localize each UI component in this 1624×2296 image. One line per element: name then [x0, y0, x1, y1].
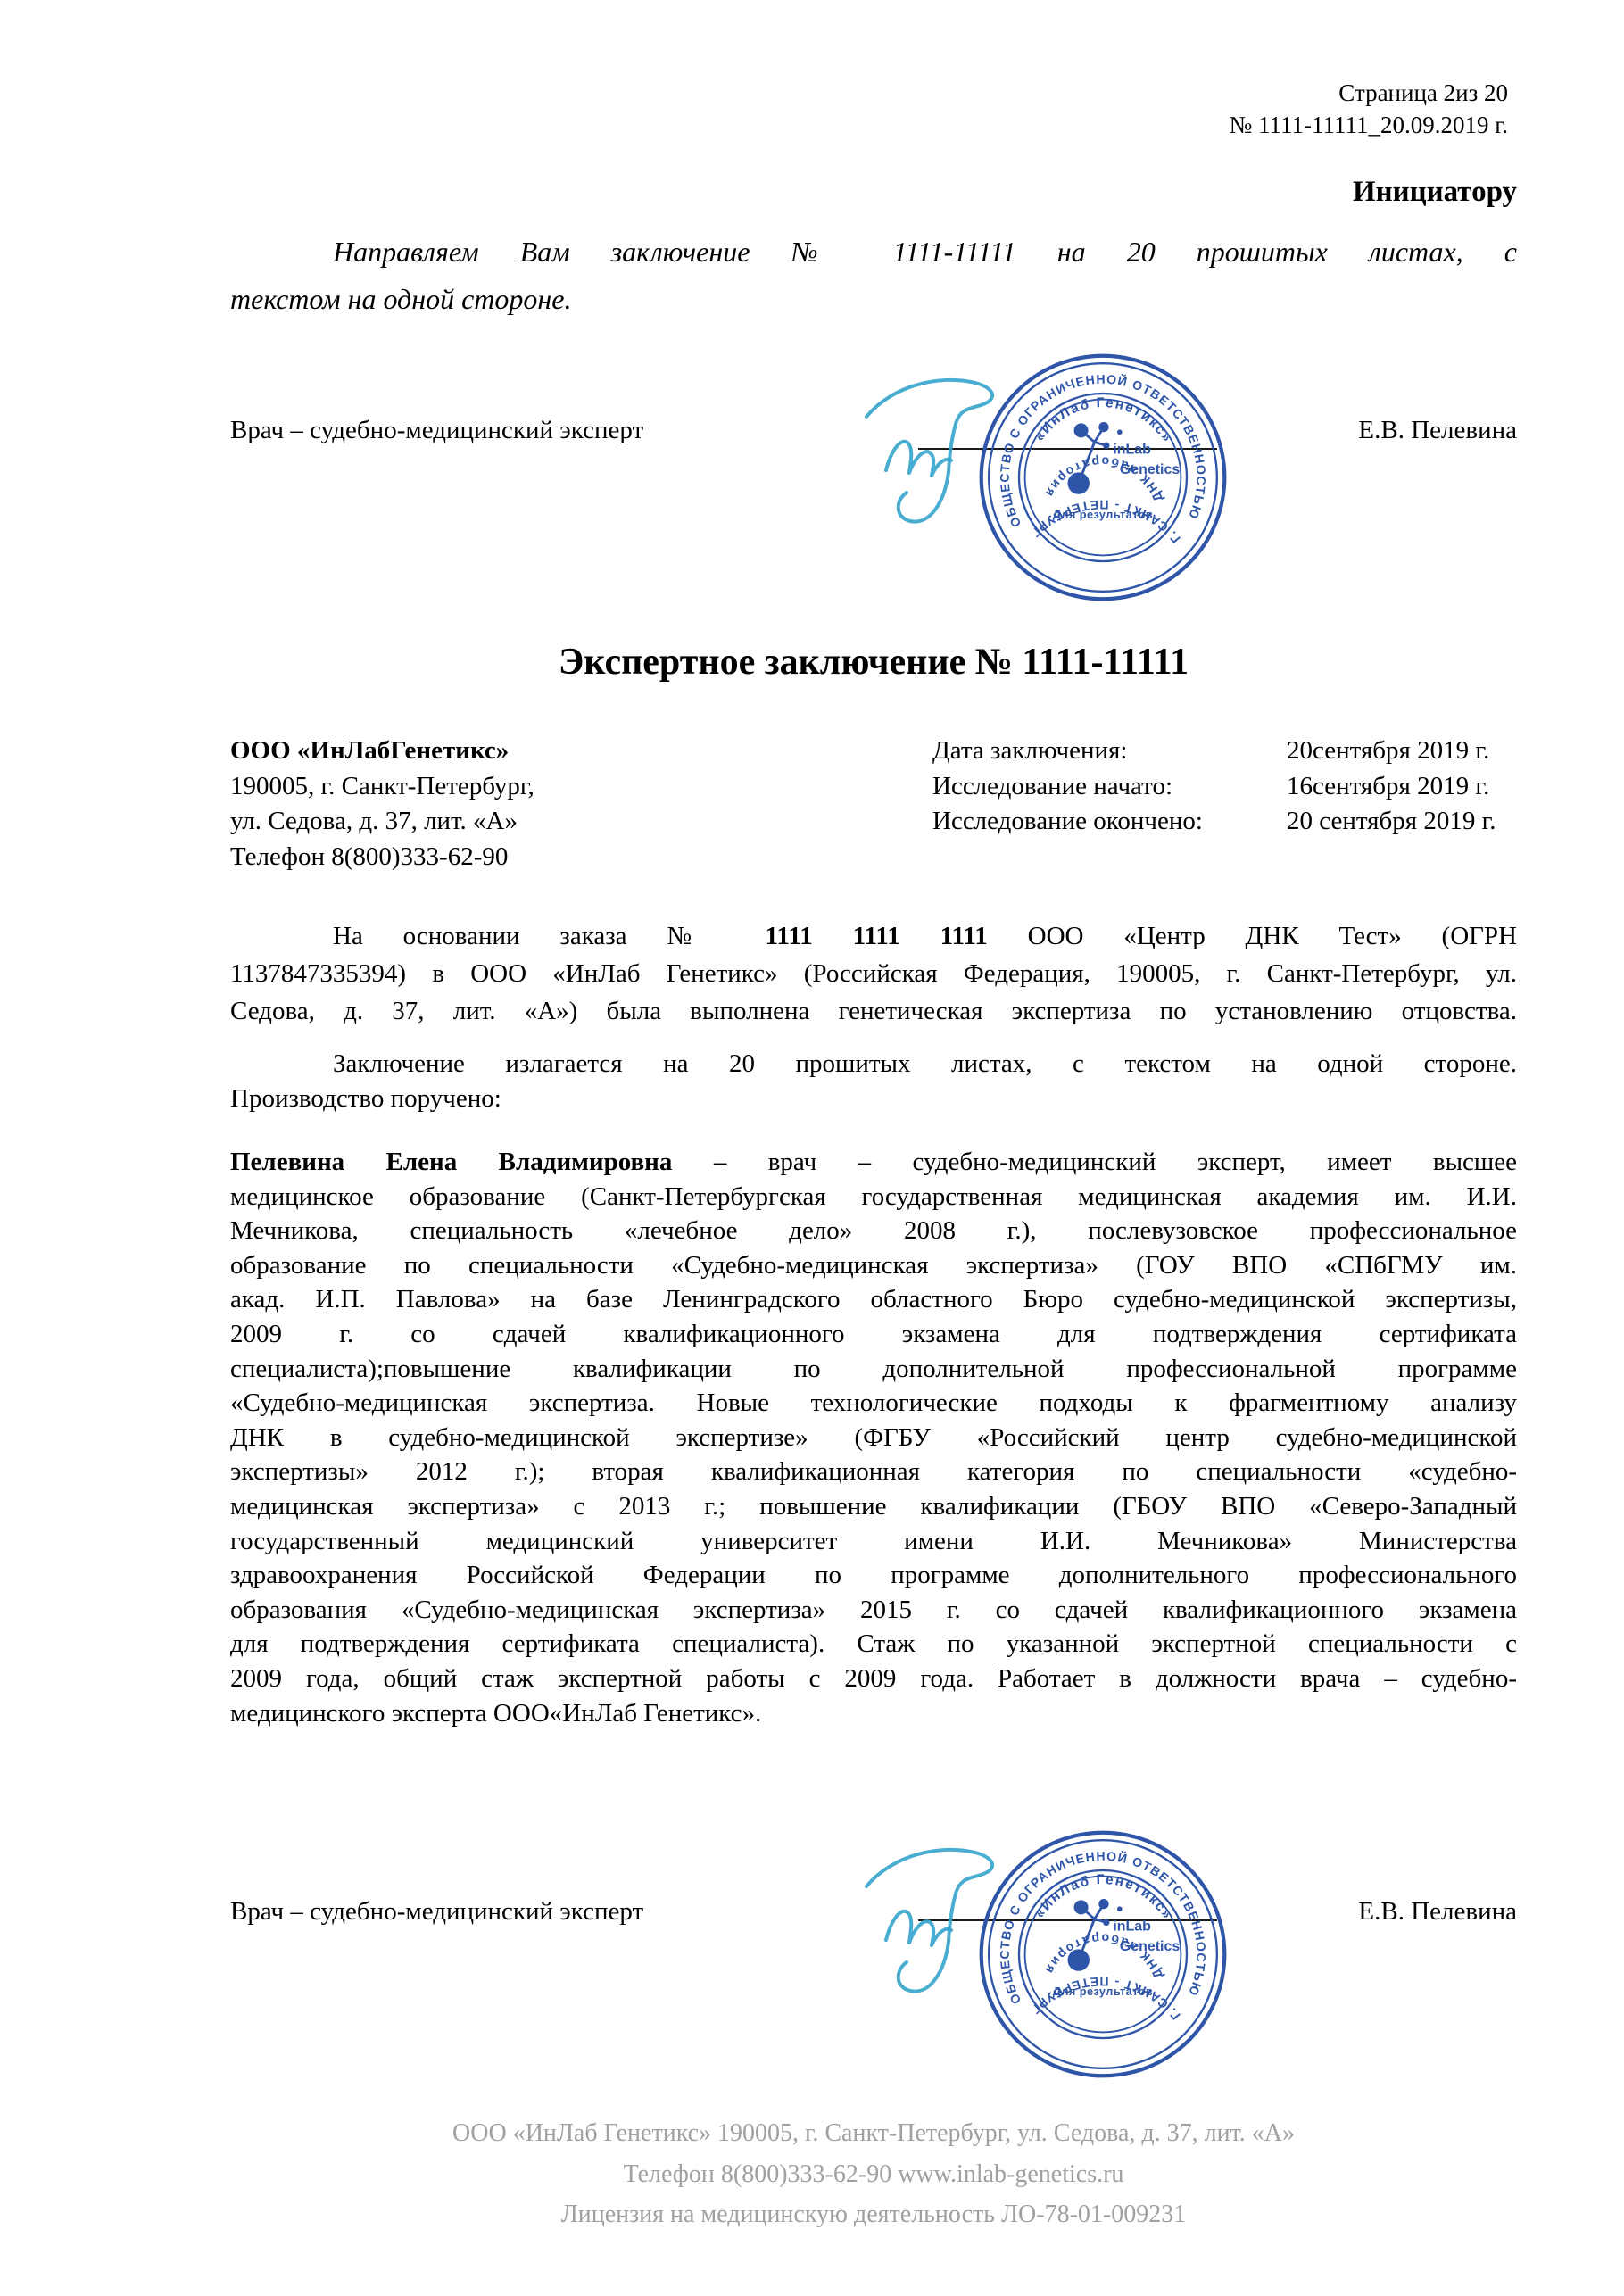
paragraph-line: государственный медицинский университет имени И.И. Мечникова» Министерства [230, 1526, 1517, 1555]
footer-line: Телефон 8(800)333-62-90 www.inlab-genetics.ru [623, 2159, 1124, 2188]
paragraph-line: текстом на одной стороне. [230, 283, 572, 315]
paragraph-line: Седова, д. 37, лит. «А») была выполнена генетическая экспертиза по установлению отцовства. [230, 997, 1517, 1025]
org-address-line1: 190005, г. Санкт-Петербург, [230, 771, 534, 800]
date-labels [932, 734, 1203, 840]
page-footer [230, 2113, 1517, 2235]
date-label: Дата заключения: [932, 736, 1128, 765]
paragraph-line: Пелевина Елена Владимировна – врач – судебно-медицинский эксперт, имеет высшее [230, 1148, 1518, 1176]
paragraph-line: ДНК в судебно-медицинской экспертизе» (ФГБУ «Российский центр судебно-медицинской [230, 1422, 1517, 1452]
paragraph-line: На основании заказа № 1111 1111 1111 ООО «Центр ДНК Тест» (ОГРН [333, 922, 1517, 950]
paragraph-line: экспертизы» 2012 г.); вторая квалификационная категория по специальности «судебно- [230, 1457, 1517, 1487]
date-value: 16сентября 2019 г. [1287, 771, 1490, 800]
paragraph-line: образования «Судебно-медицинская экспертиза» 2015 г. со сдачей квалификационного экзамена [230, 1595, 1517, 1624]
paragraph-line: 2009 г. со сдачей квалификационного экзамена для подтверждения сертификата [230, 1319, 1517, 1348]
paragraph-line: 1137847335394) в ООО «ИнЛаб Генетикс» (Российская Федерация, 190005, г. Санкт-Петербург, ул. [230, 959, 1517, 988]
document-number: № 1111-11111_20.09.2019 г. [1229, 112, 1508, 138]
footer-line: ООО «ИнЛаб Генетикс» 190005, г. Санкт-Петербург, ул. Седова, д. 37, лит. «А» [452, 2119, 1295, 2147]
signer-name: Е.В. Пелевина [1358, 1897, 1517, 1926]
signature-icon [861, 360, 1093, 538]
paragraph-line: образование по специальности «Судебно-медицинская экспертиза» (ГОУ ВПО «СПбГМУ им. [230, 1250, 1517, 1280]
paragraph-line: для подтверждения сертификата специалиста). Стаж по указанной экспертной специальности с [230, 1629, 1517, 1659]
date-values [1287, 734, 1496, 840]
conclusion-sheets-paragraph [230, 1047, 1517, 1116]
intro-paragraph [230, 228, 1517, 323]
paragraph-line: Производство поручено: [230, 1084, 501, 1113]
page-number: Страница 2из 20 [1338, 79, 1508, 106]
org-name: ООО «ИнЛабГенетикс» [230, 736, 510, 765]
document-title: Экспертное заключение № 1111-11111 [558, 642, 1189, 683]
paragraph-line: здравоохранения Российской Федерации по программе дополнительного профессионального [230, 1561, 1517, 1590]
date-label: Исследование начато: [932, 771, 1173, 800]
role-label: Врач – судебно-медицинский эксперт [230, 1897, 644, 1926]
paragraph-line: 2009 года, общий стаж экспертной работы с 2009 года. Работает в должности врача – судебно- [230, 1663, 1517, 1693]
date-value: 20сентября 2019 г. [1287, 736, 1490, 765]
paragraph-line: медицинского эксперта ООО«ИнЛаб Генетикс». [230, 1698, 762, 1728]
paragraph-line: акад. И.П. Павлова» на базе Ленинградского областного Бюро судебно-медицинской экспертизы, [230, 1285, 1517, 1314]
role-label: Врач – судебно-медицинский эксперт [230, 416, 644, 444]
page-header [230, 77, 1508, 141]
initiator-heading: Инициатору [1352, 176, 1517, 208]
date-value: 20 сентября 2019 г. [1287, 807, 1496, 835]
paragraph-line: Направляем Вам заключение № 1111-11111 на 20 прошитых листах, с [333, 236, 1517, 268]
paragraph-line: медицинская экспертиза» с 2013 г.; повышение квалификации (ГБОУ ВПО «Северо-Западный [230, 1491, 1517, 1521]
org-phone: Телефон 8(800)333-62-90 [230, 841, 509, 871]
org-info [230, 734, 534, 874]
order-paragraph [230, 917, 1517, 1030]
org-address-line2: ул. Седова, д. 37, лит. «А» [230, 807, 518, 835]
signer-name: Е.В. Пелевина [1358, 416, 1517, 444]
signature-icon [861, 1829, 1093, 2008]
paragraph-line: «Судебно-медицинская экспертиза. Новые технологические подходы к фрагментному анализу [230, 1388, 1517, 1418]
date-label: Исследование окончено: [932, 807, 1203, 835]
paragraph-line: Мечникова, специальность «лечебное дело» 2008 г.), послевузовское профессиональное [230, 1216, 1517, 1246]
footer-line: Лицензия на медицинскую деятельность ЛО-78-01-009231 [560, 2201, 1187, 2228]
paragraph-line: Заключение излагается на 20 прошитых листах, с текстом на одной стороне. [333, 1049, 1517, 1078]
paragraph-line: специалиста);повышение квалификации по дополнительной профессиональной программе [230, 1354, 1517, 1383]
expert-credentials-paragraph [230, 1145, 1517, 1730]
paragraph-line: медицинское образование (Санкт-Петербургская государственная медицинская академия им. И.И. [230, 1181, 1517, 1211]
